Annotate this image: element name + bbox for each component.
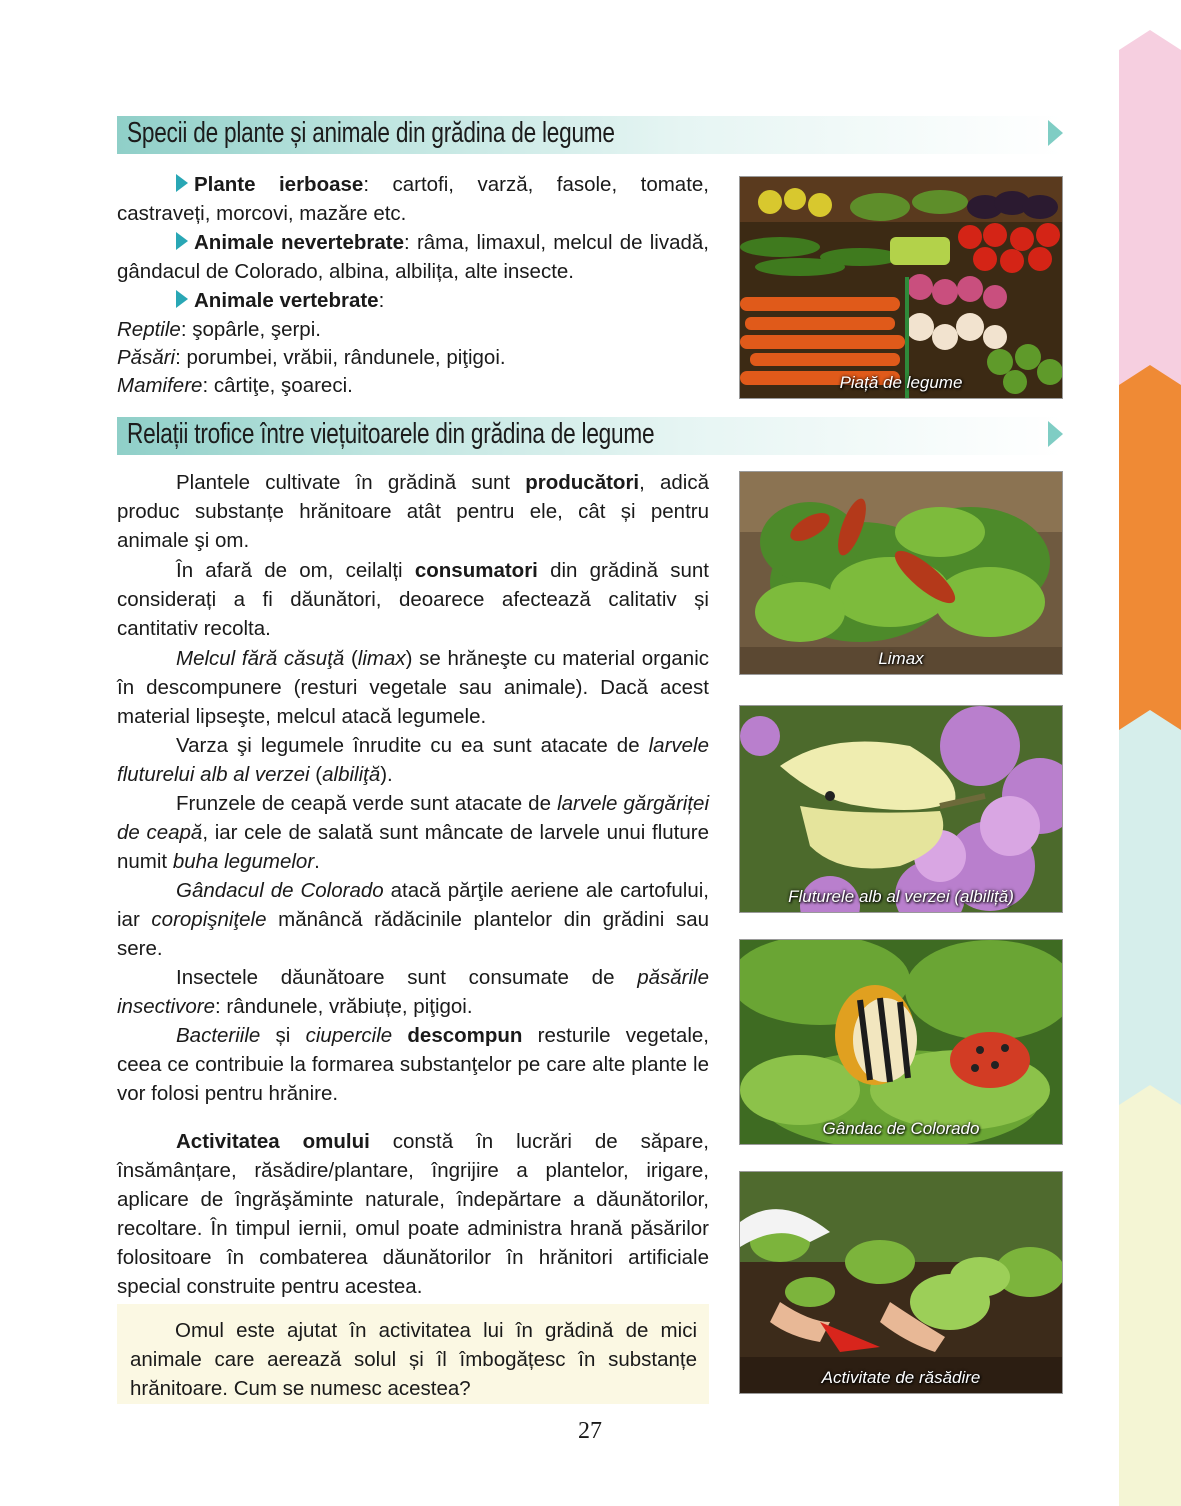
bullet-arrow-icon <box>176 232 188 250</box>
invertebrates-label: Animale nevertebrate <box>194 231 405 254</box>
side-tab-pink <box>1119 30 1181 405</box>
text-run: : rândunele, vrăbiuțe, piţigoi. <box>215 995 473 1018</box>
photo-vegetable-market <box>739 176 1063 399</box>
invertebrates-text: : râma, limaxul, melcul de livadă, gândacul de Colorado, albina, albilița, alte insecte. <box>117 231 709 283</box>
photo-slug <box>739 471 1063 675</box>
question-box <box>117 1304 709 1404</box>
birds-line <box>117 343 709 372</box>
term-fungi: ciupercile <box>305 1024 393 1047</box>
term-consumers: consumatori <box>414 559 538 582</box>
paragraph-producers <box>117 468 709 555</box>
vertebrates-label: Animale vertebrate <box>194 289 379 312</box>
caption-slug: Limax <box>878 649 924 668</box>
photo-butterfly <box>739 705 1063 913</box>
text-run: și <box>260 1024 306 1047</box>
text-run: Insectele dăunătoare sunt consumate de <box>176 966 638 989</box>
beetle-illustration <box>740 940 1062 1144</box>
paragraph-insectivores <box>117 963 709 1021</box>
mammals-line <box>117 371 709 400</box>
paragraph-colorado <box>117 876 709 963</box>
term-producers: producători <box>525 471 640 494</box>
text-run: În afară de om, ceilalți <box>176 559 415 582</box>
text-run <box>392 1024 407 1047</box>
mammals-label: Mamifere <box>117 374 203 397</box>
caption-market: Piață de legume <box>839 373 963 392</box>
birds-label: Păsări <box>117 346 176 369</box>
side-tab-yellow <box>1119 1085 1181 1506</box>
text-run: . <box>314 850 320 873</box>
paragraph-cabbage <box>117 731 709 789</box>
text-run: Varza şi legumele înrudite cu ea sunt atacate de <box>176 734 649 757</box>
vegetable-market-illustration <box>740 177 1062 398</box>
plants-text: : cartofi, varză, fasole, tomate, castraveți, morcovi, mazăre etc. <box>117 173 709 225</box>
page-number: 27 <box>578 1418 602 1444</box>
term-human-activity: Activitatea omului <box>176 1130 370 1153</box>
paragraph-consumers <box>117 556 709 643</box>
bullet-arrow-icon <box>176 290 188 308</box>
text-run: mănâncă rădăcinile plantelor din grădini sau sere. <box>117 908 709 960</box>
text-run: ). <box>380 763 393 786</box>
term-insectivores: păsările insectivore <box>117 966 709 1018</box>
paragraph-slug <box>117 644 709 731</box>
birds-text: : porumbei, vrăbii, rândunele, piţigoi. <box>175 346 506 369</box>
reptiles-label: Reptile <box>117 318 181 341</box>
term-bacteria: Bacteriile <box>176 1024 261 1047</box>
heading-arrow-icon <box>1048 120 1063 146</box>
text-run: ( <box>344 647 358 670</box>
paragraph-onion <box>117 789 709 876</box>
photo-colorado-beetle <box>739 939 1063 1145</box>
term-onion-weevil: larvele gărgăriței de ceapă <box>117 792 709 844</box>
caption-beetle: Gândac de Colorado <box>822 1119 980 1138</box>
bullet-arrow-icon <box>176 174 188 192</box>
term-mole-crickets: coropişniţele <box>151 908 267 931</box>
text-run: ( <box>309 763 323 786</box>
section-heading-relations <box>117 417 1063 455</box>
butterfly-illustration <box>740 706 1062 912</box>
text-run: , iar cele de salată sunt mâncate de larvele unui fluture numit <box>117 821 709 873</box>
term-colorado: Gândacul de Colorado <box>176 879 384 902</box>
term-buha: buha legumelor <box>172 850 315 873</box>
vertebrates-line <box>117 286 709 315</box>
invertebrates-line <box>117 228 709 286</box>
paragraph-human-activity <box>117 1127 709 1301</box>
slug-illustration <box>740 472 1062 674</box>
section-heading-species <box>117 116 1063 154</box>
plants-line <box>117 170 709 228</box>
text-run: Plantele cultivate în grădină sunt <box>176 471 526 494</box>
planting-illustration <box>740 1172 1062 1393</box>
term-albilita: albiliţă <box>322 763 381 786</box>
term-limax: limax <box>357 647 406 670</box>
paragraph-decomposers <box>117 1021 709 1108</box>
photo-planting <box>739 1171 1063 1394</box>
text-run: din grădină sunt considerați a fi dăunători, deoarece afectează calitativ și cantitativ recolta. <box>117 559 710 640</box>
heading-arrow-icon <box>1048 421 1063 447</box>
section-heading-relations-text: Relații trofice între viețuitoarele din grădina de legume <box>127 418 655 450</box>
caption-butterfly: Fluturele alb al verzei (albiliță) <box>788 887 1014 906</box>
term-slug: Melcul fără căsuţă <box>176 647 345 670</box>
term-butterfly-larvae: larvele fluturelui alb al verzei <box>117 734 709 786</box>
question-text: Omul este ajutat în activitatea lui în grădină de mici animale care aerează solul și îl îmbogățesc în substanțe hrănitoare. Cum se numesc acestea? <box>130 1319 697 1400</box>
text-run: , adică produc substanțe hrănitoare atât pentru ele, cât și pentru animale şi om. <box>117 471 709 552</box>
reptiles-line <box>117 315 709 344</box>
section-heading-species-text: Specii de plante și animale din grădina de legume <box>127 117 615 149</box>
caption-planting: Activitate de răsădire <box>821 1368 981 1387</box>
text-run: Frunzele de ceapă verde sunt atacate de <box>176 792 558 815</box>
side-tab-mint <box>1119 710 1181 1110</box>
mammals-text: : cârtiţe, şoareci. <box>202 374 353 397</box>
vertebrates-colon: : <box>378 289 385 312</box>
text-run: constă în lucrări de săpare, însămânțare, răsădire/plantare, îngrijire a plantelor, irigare, aplicare de îngrăşăminte naturale, îndepărtare a dăunătorilor, recoltare. În timpul iernii, omul poate administra hrană păsărilor folositoare în combaterea dăunătorilor în hrănitori artificiale special construite pentru acestea. <box>117 1130 710 1298</box>
term-decompose: descompun <box>407 1024 523 1047</box>
side-tab-orange <box>1119 365 1181 735</box>
reptiles-text: : şopârle, şerpi. <box>180 318 321 341</box>
text-run: resturile vegetale, ceea ce contribuie la formarea substanţelor pe care alte plante le vor folosi pentru hrănire. <box>117 1024 709 1105</box>
text-run: ) se hrăneşte cu material organic în descompunere (resturi vegetale sau animale). Dacă acest material lipseşte, melcul atacă legumele. <box>117 647 710 728</box>
plants-label: Plante ierboase <box>194 173 364 196</box>
text-run: atacă părţile aeriene ale cartofului, iar <box>117 879 709 931</box>
